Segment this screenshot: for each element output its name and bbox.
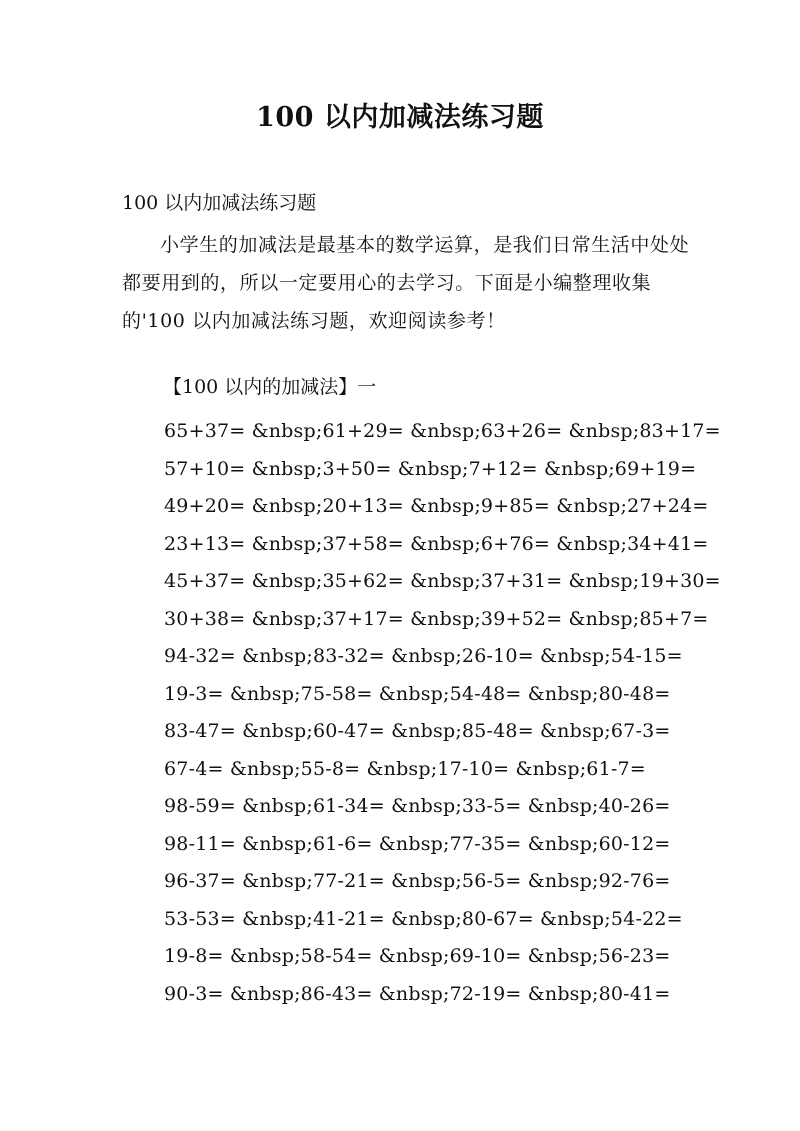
problem-row: 67-4= &nbsp;55-8= &nbsp;17-10= &nbsp;61-7=: [164, 757, 646, 780]
problem-row: 30+38= &nbsp;37+17= &nbsp;39+52= &nbsp;85+7=: [164, 607, 709, 630]
problem-row: 98-11= &nbsp;61-6= &nbsp;77-35= &nbsp;60-12=: [164, 832, 671, 855]
problem-row: 96-37= &nbsp;77-21= &nbsp;56-5= &nbsp;92-76=: [164, 870, 671, 892]
problem-row: 53-53= &nbsp;41-21= &nbsp;80-67= &nbsp;54-22=: [164, 907, 683, 930]
problem-row: 65+37= &nbsp;61+29= &nbsp;63+26= &nbsp;83+17=: [164, 420, 721, 442]
problem-row: 19-8= &nbsp;58-54= &nbsp;69-10= &nbsp;56-23=: [164, 945, 671, 967]
problem-row: 23+13= &nbsp;37+58= &nbsp;6+76= &nbsp;34+41=: [164, 532, 709, 555]
problem-row: 98-59= &nbsp;61-34= &nbsp;33-5= &nbsp;40-26=: [164, 795, 671, 817]
problem-row: 90-3= &nbsp;86-43= &nbsp;72-19= &nbsp;80-41=: [164, 982, 671, 1005]
problem-row: 45+37= &nbsp;35+62= &nbsp;37+31= &nbsp;19+30=: [164, 570, 721, 592]
document-subtitle: 100 以内加减法练习题: [122, 192, 317, 214]
problem-row: 49+20= &nbsp;20+13= &nbsp;9+85= &nbsp;27+24=: [164, 495, 709, 517]
problem-row: 19-3= &nbsp;75-58= &nbsp;54-48= &nbsp;80-48=: [164, 682, 671, 705]
problem-list: [164, 413, 721, 1013]
page-title: 100 以内加减法练习题: [256, 102, 544, 133]
section-heading: 【100 以内的加减法】一: [163, 376, 377, 398]
problem-row: 57+10= &nbsp;3+50= &nbsp;7+12= &nbsp;69+19=: [164, 457, 697, 480]
problem-row: 83-47= &nbsp;60-47= &nbsp;85-48= &nbsp;67-3=: [164, 720, 671, 742]
intro-paragraph: 小学生的加减法是最基本的数学运算，是我们日常生活中处处都要用到的，所以一定要用心的去学习。下面是小编整理收集的'100 以内加减法练习题，欢迎阅读参考！: [122, 234, 690, 332]
problem-row: 94-32= &nbsp;83-32= &nbsp;26-10= &nbsp;54-15=: [164, 645, 683, 667]
